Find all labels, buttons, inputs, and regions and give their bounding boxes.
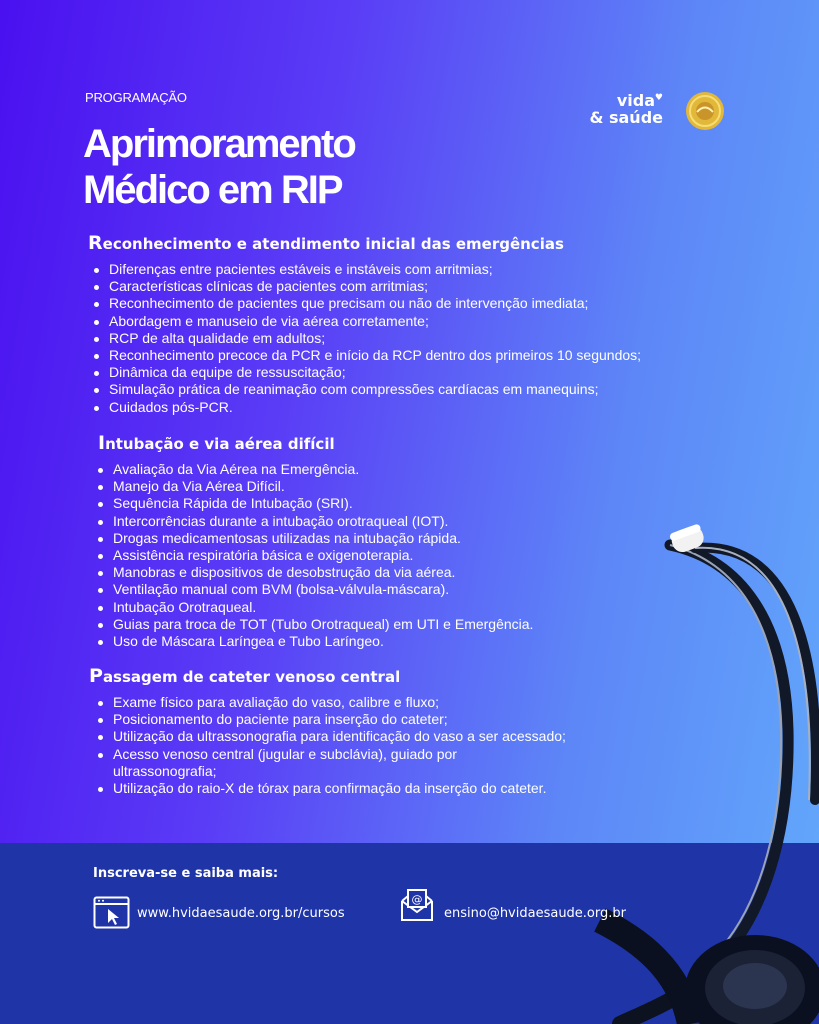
envelope-at-icon <box>399 888 435 922</box>
list-item: Manejo da Via Aérea Difícil. <box>95 478 533 495</box>
website-link[interactable]: www.hvidaesaude.org.br/cursos <box>137 906 345 921</box>
stethoscope-image <box>560 500 819 1024</box>
list-cateter <box>95 694 595 797</box>
section-title-initial: I <box>98 432 106 454</box>
logo-line2: & saúde <box>589 108 663 127</box>
section-title-text: ntubação e via aérea difícil <box>105 435 335 453</box>
golden-seal-icon <box>683 89 727 133</box>
page-title-line2: Médico em RIP <box>83 168 342 212</box>
vida-saude-logo <box>583 92 663 126</box>
cta-label: Inscreva-se e saiba mais: <box>93 866 279 881</box>
list-item: Exame físico para avaliação do vaso, calibre e fluxo; <box>95 694 595 711</box>
section-title-text: econhecimento e atendimento inicial das emergências <box>102 235 564 253</box>
page-title <box>83 121 503 213</box>
list-item: Intercorrências durante a intubação orotraqueal (IOT). <box>95 513 533 530</box>
email-link[interactable]: ensino@hvidaesaude.org.br <box>444 906 626 921</box>
list-item: Posicionamento do paciente para inserção do cateter; <box>95 711 595 728</box>
list-item: Intubação Orotraqueal. <box>95 599 533 616</box>
list-intubacao <box>95 461 533 650</box>
list-item: Cuidados pós-PCR. <box>91 399 641 416</box>
browser-cursor-icon <box>93 896 130 929</box>
heart-icon: ♥ <box>654 93 663 103</box>
svg-text:@: @ <box>411 893 423 906</box>
list-item: Utilização da ultrassonografia para identificação do vaso a ser acessado; <box>95 728 593 745</box>
list-item: Diferenças entre pacientes estáveis e instáveis com arritmias; <box>91 261 641 278</box>
list-item: Uso de Máscara Laríngea e Tubo Laríngeo. <box>95 633 533 650</box>
list-item: Avaliação da Via Aérea na Emergência. <box>95 461 533 478</box>
list-item: Dinâmica da equipe de ressuscitação; <box>91 364 641 381</box>
section-title-initial: R <box>88 232 103 254</box>
list-item: Acesso venoso central (jugular e subclávia), guiado por ultrassonografia; <box>95 746 553 780</box>
list-item: Características clínicas de pacientes com arritmias; <box>91 278 641 295</box>
page-title-line1: Aprimoramento <box>83 122 355 166</box>
list-item: Simulação prática de reanimação com compressões cardíacas em manequins; <box>91 381 641 398</box>
section-title-text: assagem de cateter venoso central <box>102 668 401 686</box>
section-title-initial: P <box>89 665 103 687</box>
list-emergencias <box>91 261 641 416</box>
list-item: Assistência respiratória básica e oxigenoterapia. <box>95 547 533 564</box>
list-item: Reconhecimento precoce da PCR e início da RCP dentro dos primeiros 10 segundos; <box>91 347 641 364</box>
list-item: Manobras e dispositivos de desobstrução da via aérea. <box>95 564 533 581</box>
eyebrow-label: PROGRAMAÇÃO <box>85 90 187 105</box>
list-item: Sequência Rápida de Intubação (SRI). <box>95 495 533 512</box>
list-item: Ventilação manual com BVM (bolsa-válvula-máscara). <box>95 581 533 598</box>
list-item: Reconhecimento de pacientes que precisam ou não de intervenção imediata; <box>91 295 641 312</box>
logo-line1: vida <box>616 91 655 110</box>
list-item: Abordagem e manuseio de via aérea corretamente; <box>91 313 641 330</box>
section-title-cateter <box>89 665 400 687</box>
list-item: Drogas medicamentosas utilizadas na intubação rápida. <box>95 530 533 547</box>
list-item: Guias para troca de TOT (Tubo Orotraqueal) em UTI e Emergência. <box>95 616 533 633</box>
section-title-intubacao <box>98 432 335 454</box>
list-item: Utilização do raio-X de tórax para confirmação da inserção do cateter. <box>95 780 593 797</box>
list-item: RCP de alta qualidade em adultos; <box>91 330 641 347</box>
section-title-emergencias <box>88 232 564 254</box>
